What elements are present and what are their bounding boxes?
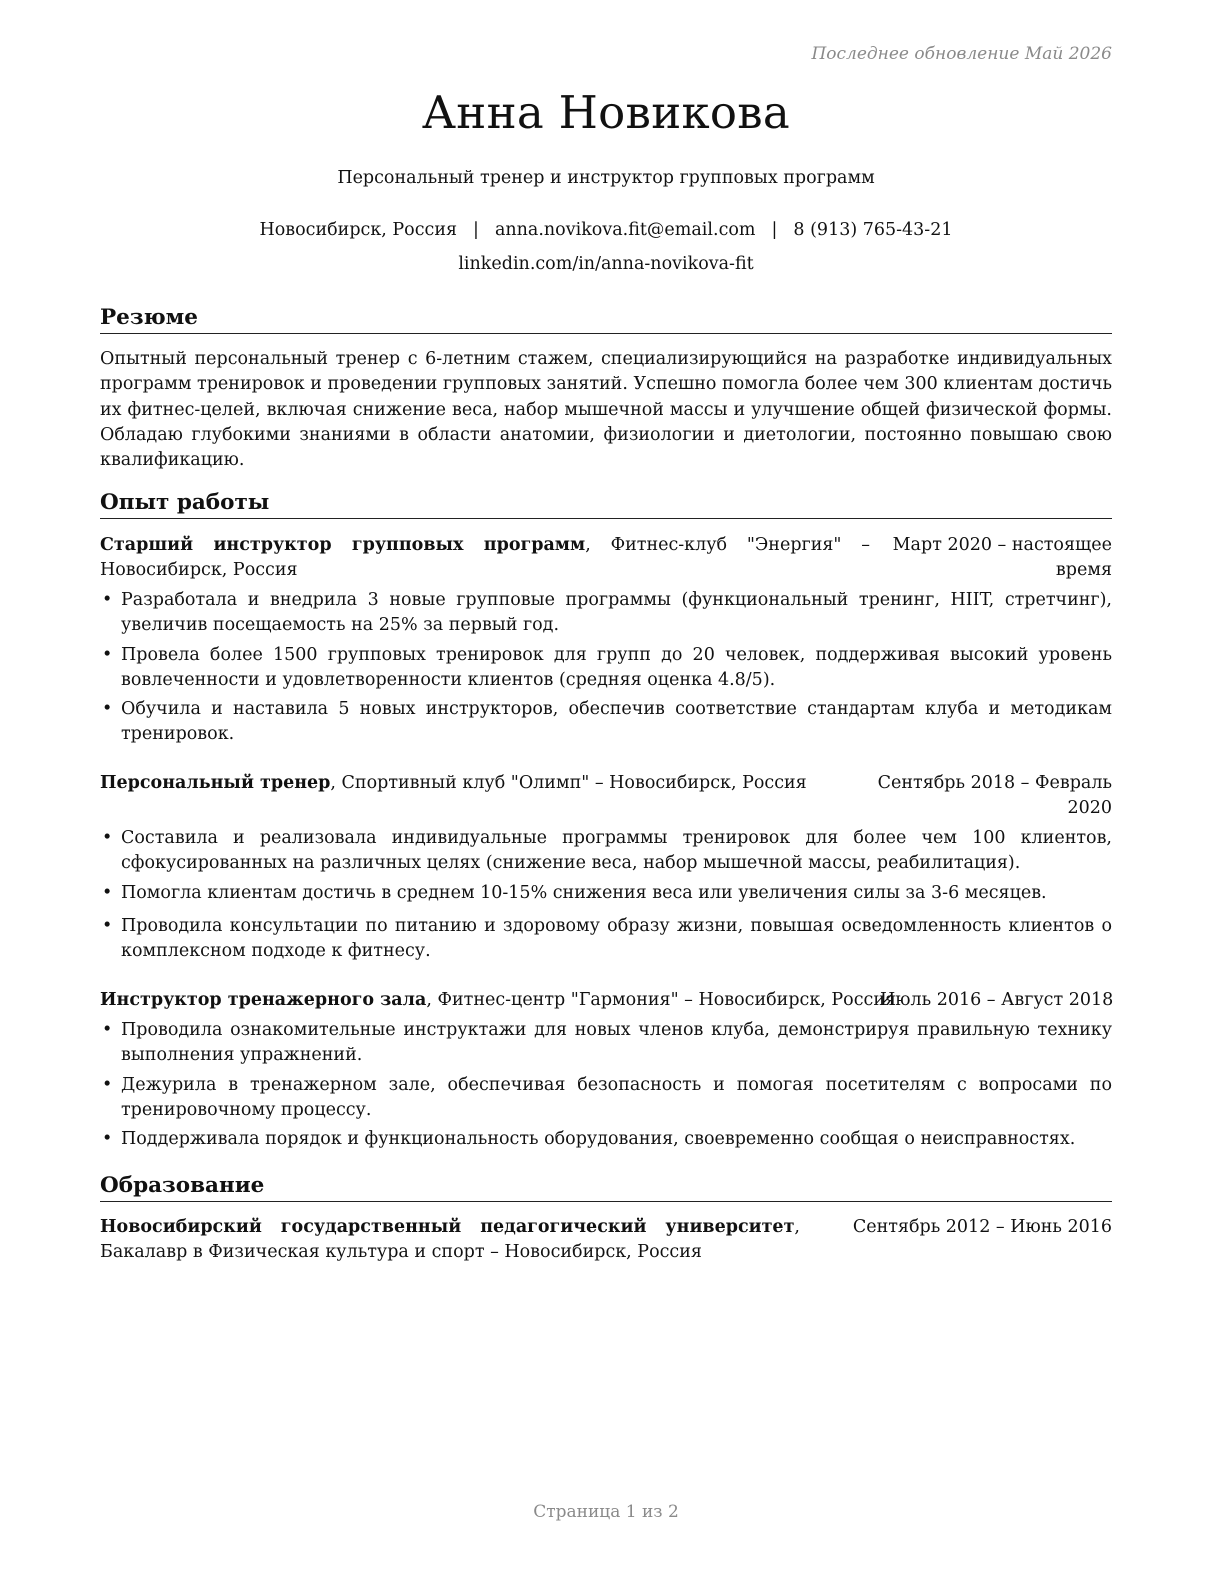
page-number: Страница 1 из 2: [533, 1502, 679, 1522]
resume-page: [100, 0, 1112, 1584]
section-title-experience: Опыт работы: [100, 489, 1112, 519]
bullet-text: Проводила консультации по питанию и здоровому образу жизни, повышая осведомленность клиентов о комплексном подходе к фитнесу.: [121, 915, 1112, 962]
section-title-education: Образование: [100, 1172, 1112, 1202]
job-role: Инструктор тренажерного зала: [100, 990, 427, 1010]
list-item: • Поддерживала порядок и функциональность оборудования, своевременно сообщая о неисправностях.: [102, 1129, 1076, 1150]
school-name: Новосибирский государственный педагогический университет: [100, 1217, 795, 1237]
candidate-name: Анна Новикова: [421, 86, 791, 139]
bullet-text: Помогла клиентам достичь в среднем 10-15% снижения веса или увеличения силы за 3-6 месяцев.: [121, 882, 1047, 903]
list-item: • Провела более 1500 групповых тренировок для групп до 20 человек, поддерживая высокий уровень вовлеченности и удовлетворенности клиентов (средняя оценка 4.8/5).: [102, 644, 1112, 690]
last-updated: Последнее обновление Май 2026: [811, 44, 1112, 64]
degree: , Бакалавр в Физическая культура и спорт – Новосибирск, Россия: [100, 1217, 800, 1263]
education-entry: [100, 1215, 1112, 1266]
job-title: [100, 988, 897, 1013]
phone: 8 (913) 765-43-21: [793, 220, 953, 240]
list-item: • Обучила и наставила 5 новых инструкторов, обеспечив соответствие стандартам клуба и методикам тренировок.: [102, 699, 1112, 745]
separator: |: [473, 220, 479, 240]
job-org: , Фитнес-клуб "Энергия" – Новосибирск, Россия: [100, 535, 870, 581]
education-title: [100, 1215, 800, 1266]
list-item: • Проводила ознакомительные инструктажи для новых членов клуба, демонстрируя правильную технику выполнения упражнений.: [102, 1020, 1112, 1066]
job-dates: Сентябрь 2018 – Февраль 2020: [877, 773, 1112, 819]
list-item: • Разработала и внедрила 3 новые групповые программы (функциональный тренинг, HIIT, стретчинг), увеличив посещаемость на 25% за первый год.: [102, 590, 1112, 636]
bullet-text: Поддерживала порядок и функциональность оборудования, своевременно сообщая о неисправностях.: [121, 1129, 1076, 1150]
linkedin-link[interactable]: linkedin.com/in/anna-novikova-fit: [458, 254, 754, 274]
job-role: Персональный тренер: [100, 773, 331, 793]
headline: Персональный тренер и инструктор групповых программ: [337, 168, 875, 188]
email-link[interactable]: anna.novikova.fit@email.com: [494, 220, 756, 240]
bullet-text: Провела более 1500 групповых тренировок для групп до 20 человек, поддерживая высокий уровень вовлеченности и удовлетворенности клиентов (средняя оценка 4.8/5).: [121, 644, 1112, 690]
list-item: • Помогла клиентам достичь в среднем 10-15% снижения веса или увеличения силы за 3-6 месяцев.: [102, 882, 1047, 903]
job-title: [100, 533, 870, 584]
section-title-summary: Резюме: [100, 304, 1112, 334]
bullet-text: Составила и реализовала индивидуальные программы тренировок для более чем 100 клиентов, сфокусированных на различных целях (снижение веса, набор мышечной массы, реабилитация).: [121, 828, 1112, 874]
job-bullets: [100, 1018, 1112, 1156]
location: Новосибирск, Россия: [259, 220, 458, 240]
job-org: , Спортивный клуб "Олимп" – Новосибирск, Россия: [330, 773, 807, 793]
bullet-text: Разработала и внедрила 3 новые групповые программы (функциональный тренинг, HIIT, стретчинг), увеличив посещаемость на 25% за первый год.: [121, 590, 1112, 636]
job-title: [100, 771, 860, 822]
job-header: [100, 771, 1112, 822]
list-item: • Проводила консультации по питанию и здоровому образу жизни, повышая осведомленность клиентов о комплексном подходе к фитнесу.: [102, 915, 1112, 962]
job-header: [100, 533, 1112, 584]
bullet-text: Проводила ознакомительные инструктажи для новых членов клуба, демонстрируя правильную технику выполнения упражнений.: [121, 1020, 1112, 1066]
summary-text: Опытный персональный тренер с 6-летним стажем, специализирующийся на разработке индивидуальных программ тренировок и проведении групповых занятий. Успешно помогла более чем 300 клиентам достичь их фитнес-целей, включая снижение веса, набор мышечной массы и улучшение общей физической формы. Обладаю глубокими знаниями в области анатомии, физиологии и диетологии, постоянно повышаю свою квалификацию.: [100, 349, 1112, 471]
list-item: • Составила и реализовала индивидуальные программы тренировок для более чем 100 клиентов, сфокусированных на различных целях (снижение веса, набор мышечной массы, реабилитация).: [102, 828, 1112, 874]
bullet-text: Обучила и наставила 5 новых инструкторов, обеспечив соответствие стандартам клуба и методикам тренировок.: [121, 699, 1112, 745]
contact-line: [100, 220, 1112, 240]
job-role: Старший инструктор групповых программ: [100, 535, 586, 555]
separator: |: [771, 220, 778, 240]
job-bullets: [100, 826, 1112, 968]
job-header: [100, 988, 1112, 1013]
education-dates: Сентябрь 2012 – Июнь 2016: [852, 1217, 1112, 1237]
job-dates: Июль 2016 – Август 2018: [880, 990, 1114, 1010]
bullet-text: Дежурила в тренажерном зале, обеспечивая безопасность и помогая посетителям с вопросами по тренировочному процессу.: [121, 1074, 1112, 1120]
job-bullets: [100, 588, 1112, 752]
job-org: , Фитнес-центр "Гармония" – Новосибирск, Россия: [426, 990, 897, 1010]
job-dates: Март 2020 – настоящее время: [892, 535, 1112, 581]
list-item: • Дежурила в тренажерном зале, обеспечивая безопасность и помогая посетителям с вопросами по тренировочному процессу.: [102, 1074, 1112, 1120]
